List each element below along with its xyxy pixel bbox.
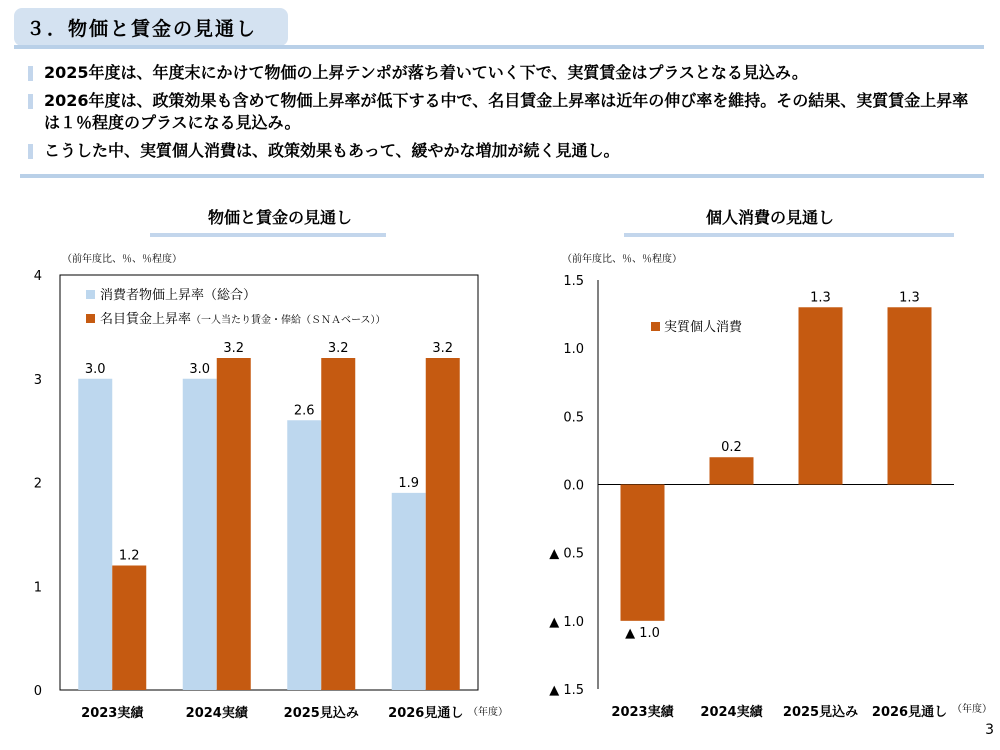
- y-tick-label: 2: [33, 476, 42, 492]
- y-tick-label: 1.0: [563, 342, 584, 358]
- x-tick-label: 2025見込み: [283, 706, 359, 721]
- data-label: 0.2: [721, 440, 742, 456]
- data-label: 2.6: [293, 403, 315, 419]
- legend-swatch-real-consumption: [651, 322, 660, 331]
- legend-label-real-consumption: 実質個人消費: [664, 320, 743, 335]
- x-axis-unit: （年度）: [952, 704, 992, 715]
- unit-label: （前年度比、％、％程度）: [562, 254, 682, 265]
- bullet-text: 2025年度は、年度末にかけて物価の上昇テンポが落ち着いていく下で、実質賃金はプラスとなる見込み。: [44, 63, 808, 82]
- y-tick-label: 3: [33, 372, 42, 388]
- bar-real-consumption: [621, 485, 665, 621]
- bar-real-consumption: [799, 307, 843, 484]
- bar-real-consumption: [710, 457, 754, 484]
- data-label: 3.0: [189, 361, 211, 377]
- bar-real-consumption: [888, 307, 932, 484]
- data-label: 1.9: [398, 475, 420, 491]
- x-tick-label: 2025見込み: [782, 705, 859, 720]
- y-tick-label: 4: [33, 269, 42, 284]
- x-axis-unit: （年度）: [468, 707, 508, 718]
- x-tick-label: 2023実績: [81, 706, 144, 721]
- chart-title-consumption: 個人消費の見通し: [705, 208, 834, 227]
- data-label: 3.2: [223, 341, 245, 356]
- y-tick-label: 1: [33, 580, 42, 596]
- unit-label: （前年度比、％、％程度）: [62, 254, 182, 265]
- data-label: ▲ 1.0: [625, 625, 660, 641]
- y-tick-label: 1.5: [563, 274, 584, 289]
- x-tick-label: 2026見通し: [871, 705, 948, 720]
- bullet-text: 2026年度は、政策効果も含めて物価上昇率が低下する中で、名目賃金上昇率は近年の伸び率を維持。その結果、実質賃金上昇率は１％程度のプラスになる見込み。: [44, 91, 969, 132]
- x-tick-label: 2026見通し: [388, 706, 464, 721]
- x-tick-label: 2024実績: [700, 705, 763, 720]
- y-tick-label: 0.5: [563, 410, 584, 426]
- y-tick-label: ▲ 1.5: [549, 683, 584, 698]
- y-tick-label: ▲ 0.5: [549, 546, 584, 562]
- data-label: 3.0: [84, 361, 106, 377]
- bullet-text: こうした中、実質個人消費は、政策効果もあって、緩やかな増加が続く見通し。: [44, 141, 620, 160]
- data-label: 1.2: [118, 548, 140, 564]
- data-label: 3.2: [432, 341, 454, 356]
- data-label: 1.3: [899, 290, 920, 306]
- y-tick-label: 0.0: [563, 478, 584, 494]
- y-tick-label: ▲ 1.0: [549, 614, 584, 630]
- page-title: ３．物価と賃金の見通し: [26, 18, 258, 40]
- x-tick-label: 2023実績: [611, 705, 674, 720]
- x-tick-label: 2024実績: [185, 706, 248, 721]
- legend-label-cpi: 消費者物価上昇率（総合）: [100, 288, 257, 303]
- page-number: 3: [985, 722, 994, 738]
- chart-title-prices-wages: 物価と賃金の見通し: [207, 208, 352, 227]
- legend-label-nominal-wage: 名目賃金上昇率（一人当たり賃金・俸給（ＳＮＡベース））: [100, 312, 386, 327]
- data-label: 3.2: [327, 341, 349, 356]
- data-label: 1.3: [810, 290, 831, 306]
- y-tick-label: 0: [33, 684, 42, 699]
